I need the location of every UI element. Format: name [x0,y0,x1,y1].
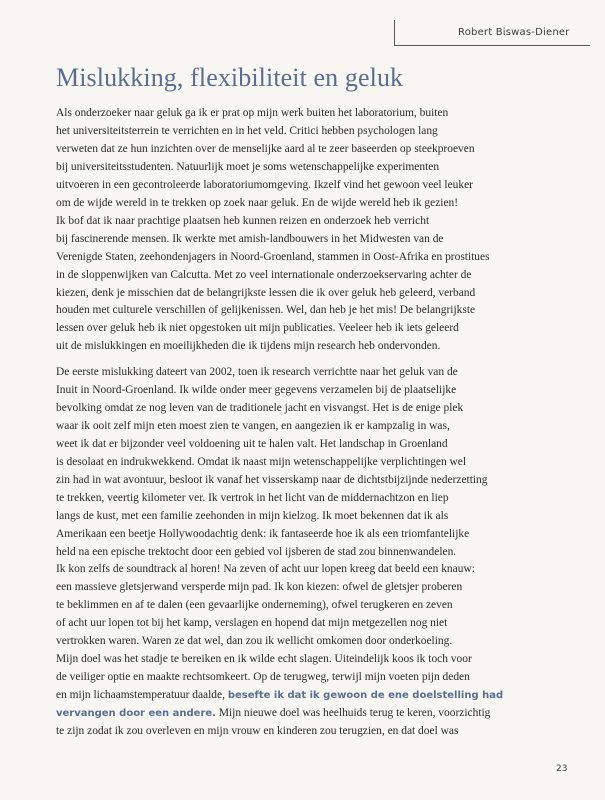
text-line: Ik kon zelfs de soundtrack al horen! Na zeven of acht uur lopen kreeg dat beeld een knauw: [56,563,475,576]
highlighted-phrase: besefte ik dat ik gewoon de ene doelstelling had [227,690,504,702]
text-line: de veiliger optie en maakte rechtsomkeert. Op de terugweg, terwijl mijn voeten pijn deden [56,671,470,684]
text-line: verweten dat ze hun inzichten over de menselijke aard al te zeer baseerden op steekproeven [56,142,475,155]
text-line: is desolaat en indrukwekkend. Omdat ik naast mijn wetenschappelijke verplichtingen wel [56,455,467,468]
page-number: 23 [556,764,568,774]
text-line: langs de kust, met een familie zeehonden in mijn kielzog. Ik moet bekennen dat ik als [56,509,449,522]
text-line: kiezen, denk je misschien dat de belangrijkste lessen die ik over geluk heb geleerd, verband [56,286,476,299]
text-line: te beklimmen en af te dalen (een gevaarlijke onderneming), ofwel terugkeren en zeven [56,599,453,612]
text-line: bij fascinerende mensen. Ik werkte met amish-landbouwers in het Midwesten van de [56,232,444,245]
text-line: weet ik dat er bijzonder veel voldoening uit te halen valt. Het landschap in Groenland [56,437,448,450]
text-line: zin had in wat avontuur, besloot ik vanaf het visserskamp naar de dichtstbijzijnde nederzetting [56,473,488,486]
text-line: Inuit in Noord-Groenland. Ik wilde onder meer gegevens verzamelen bij de plaatselijke [56,383,457,396]
text-line: te zijn zodat ik zou overleven en mijn vrouw en kinderen zou terugzien, en dat doel was [56,725,459,738]
text-line: held na een epische trektocht door een gebied vol ijsberen de stad zou binnenwandelen. [56,545,457,558]
text-line [56,687,556,705]
text-line: lessen over geluk heb ik niet opgestoken uit mijn publicaties. Veeleer heb ik iets geleerd [56,322,459,335]
text-line: om de wijde wereld in te trekken op zoek naar geluk. En de wijde wereld heb ik gezien! [56,196,459,209]
text-line: te trekken, veertig kilometer ver. Ik vertrok in het licht van de middernachtzon en liep [56,491,449,504]
text-line: Verenigde Staten, zeehondenjagers in Noord-Groenland, stammen in Oost-Afrika en prostitues [56,250,490,263]
text-line: houden met culturele verschillen of gelijkenissen. Wel, dan heb je het mis! De belangrijkste [56,304,476,317]
text-line: het universiteitsterrein te verrichten en in het veld. Critici hebben psychologen lang [56,124,438,137]
text-line: of acht uur lopen tot bij het kamp, verslagen en hopend dat mijn metgezellen nog niet [56,617,448,630]
text-line: in de sloppenwijken van Calcutta. Met zo veel internationale onderzoekservaring achter de [56,268,472,281]
text-line: een massieve gletsjerwand versperde mijn pad. Ik kon kiezen: ofwel de gletsjer proberen [56,581,463,594]
text-line: waar ik ooit zelf mijn eten moest zien te vangen, en aangezien ik er kampzalig in was, [56,419,450,432]
text-line: uitvoeren in een gecontroleerde laboratoriumomgeving. Ikzelf vind het gewoon veel leuker [56,178,473,191]
header-rule [395,45,590,46]
text-line: uit de mislukkingen en moeilijkheden die ik tijdens mijn research heb ondervonden. [56,340,441,353]
paragraph-2 [56,364,556,741]
text-line: Ik bof dat ik naar prachtige plaatsen heb kunnen reizen en onderzoek heb verricht [56,214,430,227]
running-header [394,20,590,46]
text-line: Amerikaan een beetje Hollywoodachtig denk: ik fantaseerde hoe ik als een triomfantelijke [56,527,470,540]
text-line: bij universiteitsstudenten. Natuurlijk moet je soms wetenschappelijke experimenten [56,160,440,173]
text-line: Mijn doel was het stadje te bereiken en ik wilde echt slagen. Uiteindelijk koos ik toch voor [56,653,472,666]
chapter-title: Mislukking, flexibiliteit en geluk [56,63,404,92]
highlighted-phrase: vervangen door een andere. [56,708,216,720]
author-name: Robert Biswas-Diener [458,27,570,38]
text-fragment: Mijn nieuwe doel was heelhuids terug te keren, voorzichtig [215,707,491,720]
paragraph-1 [56,105,556,356]
text-line: Als onderzoeker naar geluk ga ik er prat op mijn werk buiten het laboratorium, buiten [56,107,449,119]
text-fragment: en mijn lichaamstemperatuur daalde, [56,689,225,702]
text-line: De eerste mislukking dateert van 2002, toen ik research verrichtte naar het geluk van de [56,366,458,378]
text-line: vertrokken waren. Waren ze dat wel, dan zou ik wellicht omkomen door onderkoeling. [56,635,453,648]
text-line: bevolking omdat ze nog leven van de traditionele jacht en visvangst. Het is de enige plek [56,401,464,414]
text-line [56,705,556,723]
